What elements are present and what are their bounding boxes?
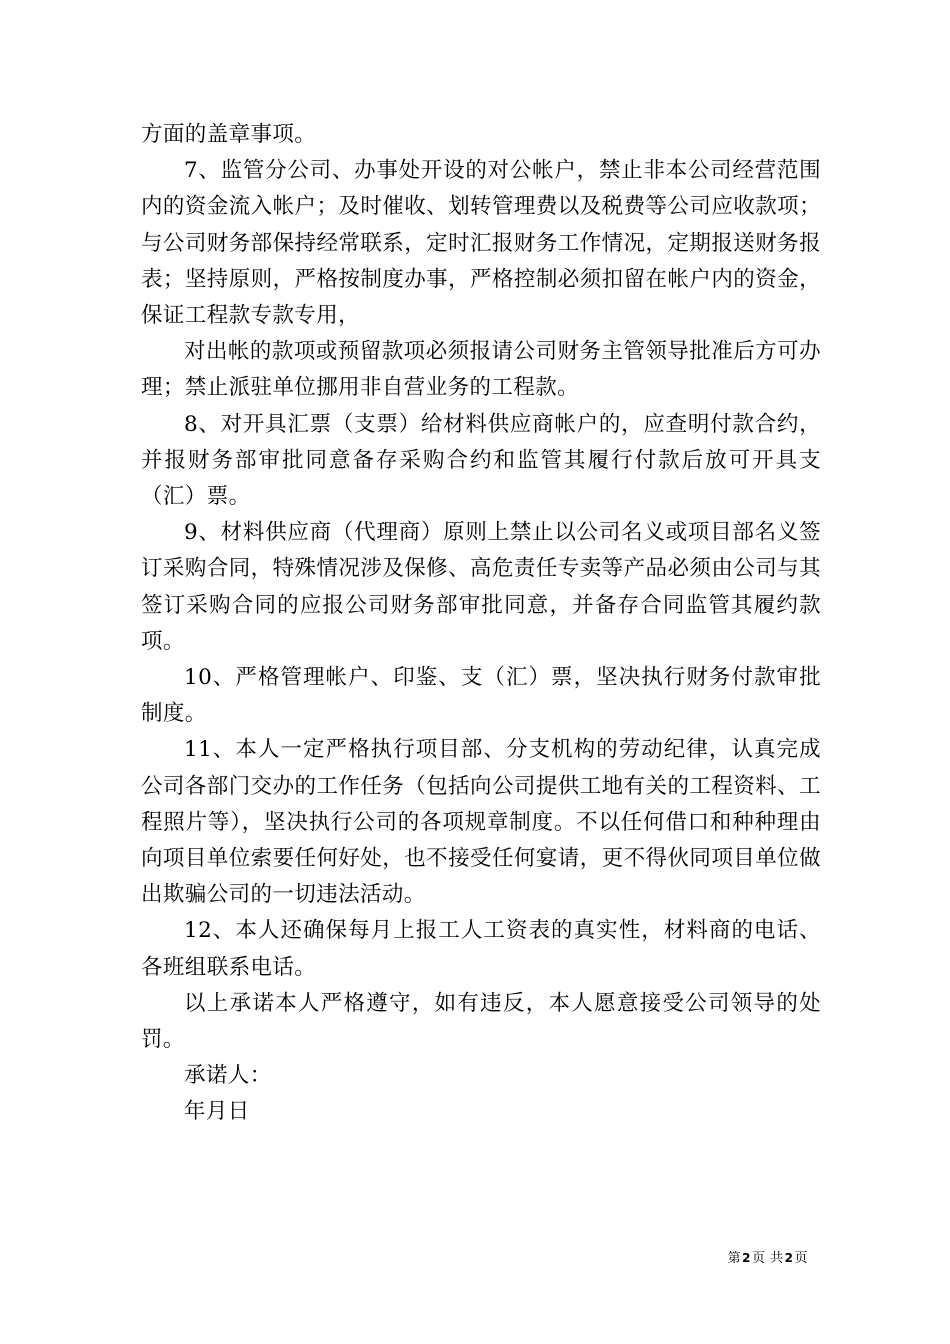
paragraph-item-7: 7、监管分公司、办事处开设的对公帐户，禁止非本公司经营范围内的资金流入帐户；及时催收、划转管理费以及税费等公司应收款项；与公司财务部保持经常联系，定时汇报财务工作情况，定期报送财务报表；坚持原则，严格按制度办事，严格控制必须扣留在帐户内的资金，保证工程款专款专用， bbox=[141, 158, 821, 329]
date-label: 年月日 bbox=[184, 1099, 250, 1125]
paragraph-continuation: 方面的盖章事项。 bbox=[141, 122, 317, 147]
paragraph-item-11: 11、本人一定严格执行项目部、分支机构的劳动纪律，认真完成公司各部门交办的工作任务（包括向公司提供工地有关的工程资料、工程照片等），坚决执行公司的各项规章制度。不以任何借口和种种理由向项目单位索要任何好处，也不接受任何宴请，更不得伙同项目单位做出欺骗公司的一切违法活动。 bbox=[141, 737, 821, 908]
paragraph-item-9: 9、材料供应商（代理商）原则上禁止以公司名义或项目部名义签订采购合同，特殊情况涉及保修、高危责任专卖等产品必须由公司与其签订采购合同的应报公司财务部审批同意，并备存合同监管其履约款项。 bbox=[141, 520, 821, 654]
footer-prefix: 第 bbox=[727, 1251, 742, 1266]
document-body bbox=[141, 117, 821, 1131]
footer-current-page: 2 bbox=[742, 1251, 751, 1265]
page-footer bbox=[0, 1247, 808, 1266]
paragraph-item-7-note: 对出帐的款项或预留款项必须报请公司财务主管领导批准后方可办理；禁止派驻单位挪用非自营业务的工程款。 bbox=[141, 339, 821, 401]
paragraph-item-8: 8、对开具汇票（支票）给材料供应商帐户的，应查明付款合约，并报财务部审批同意备存采购合约和监管其履行付款后放可开具支（汇）票。 bbox=[141, 411, 821, 510]
footer-middle: 页 共 bbox=[751, 1251, 784, 1266]
signature-label: 承诺人： bbox=[184, 1063, 272, 1089]
footer-suffix: 页 bbox=[794, 1251, 808, 1266]
paragraph-item-10: 10、严格管理帐户、印鉴、支（汇）票，坚决执行财务付款审批制度。 bbox=[141, 665, 821, 727]
footer-total-pages: 2 bbox=[784, 1251, 794, 1265]
paragraph-item-12: 12、本人还确保每月上报工人工资表的真实性，材料商的电话、各班组联系电话。 bbox=[141, 918, 821, 980]
paragraph-pledge: 以上承诺本人严格遵守，如有违反，本人愿意接受公司领导的处罚。 bbox=[141, 990, 821, 1053]
